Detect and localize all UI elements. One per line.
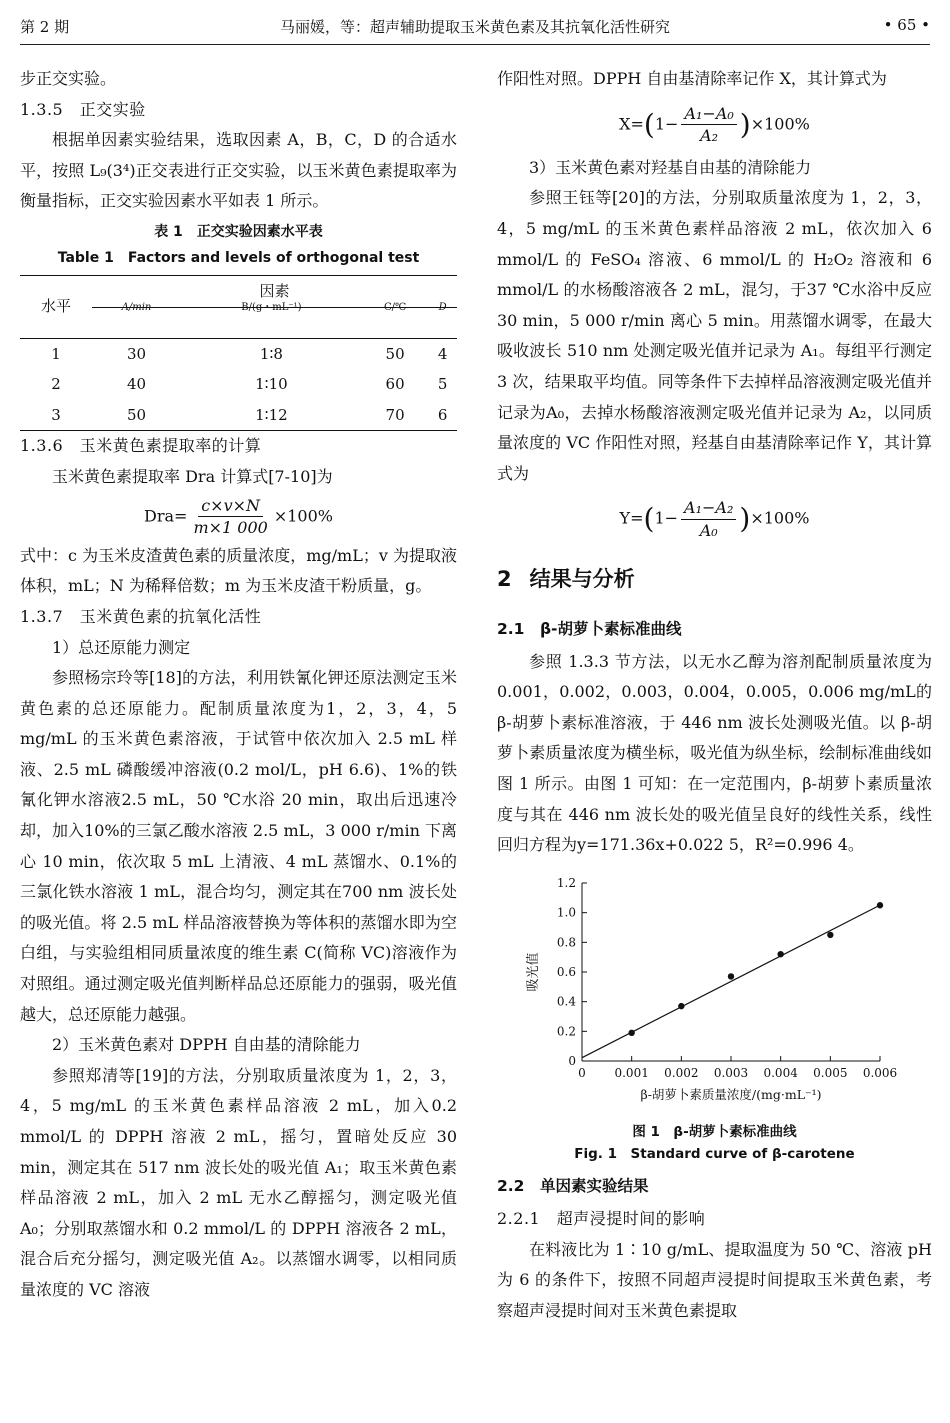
formula-prefix: 1−: [654, 114, 679, 134]
formula-y: Y=(1− $\frac{\text{A₁−A₂}}{\text{A₀}}$ )×100%: [619, 498, 810, 540]
column-header: A/min: [92, 307, 181, 338]
x-tick-label: 0.004: [763, 1065, 798, 1080]
orthogonal-factor-table: [20, 275, 457, 431]
heading-2-1: 2.1 β-胡萝卜素标准曲线: [497, 620, 682, 639]
table-cell: 6: [437, 405, 448, 424]
heading-1-3-5: 1.3.5 正交实验: [20, 99, 146, 119]
table-cell: 50: [385, 344, 405, 363]
paragraph: 玉米黄色素提取率 Dra 计算式[7-10]为: [52, 466, 333, 486]
table-title-en: Table 1 Factors and levels of orthogonal test: [57, 249, 420, 266]
table-row: [20, 369, 457, 400]
fraction: [681, 499, 736, 539]
x-tick-label: 0.005: [813, 1065, 848, 1080]
paragraph: 在料液比为 1∶10 g/mL、提取温度为 50 ℃、溶液 pH 为 6 的条件下，按照不同超声浸提时间提取玉米黄色素，考察超声浸提时间对玉米黄色素提取: [497, 1239, 932, 1320]
table-row: [20, 400, 457, 431]
formula-x: X=(1− $\frac{\text{A₁−A₀}}{\text{A₂}}$ )×100%: [619, 103, 810, 146]
section-title: 结果与分析: [529, 566, 635, 591]
paragraph: 根据单因素实验结果，选取因素 A，B，C，D 的合适水平，按照 L₉(3⁴)正交表进行正交实验，以玉米黄色素提取率为衡量指标，正交实验因素水平如表 1 所示。: [20, 130, 457, 211]
right-column: [497, 64, 932, 1326]
table-cell: 1∶10: [255, 375, 288, 394]
formula-prefix: 1−: [654, 508, 679, 528]
y-tick-label: 0: [568, 1053, 576, 1068]
y-tick-label: 0.6: [556, 964, 576, 979]
formula-lhs: Dra=: [144, 506, 188, 526]
fraction-numerator: A₁−A₀: [681, 105, 736, 126]
data-point: [628, 1029, 634, 1035]
running-title: 马丽媛，等：超声辅助提取玉米黄色素及其抗氧化活性研究: [279, 18, 670, 36]
fraction: [190, 497, 270, 537]
table-cell: 2: [51, 375, 61, 394]
formula-tail: ×100%: [273, 506, 333, 526]
table-cell: 40: [126, 375, 147, 394]
table-cell: 1∶12: [255, 405, 288, 424]
formula-tail: ×100%: [750, 114, 810, 134]
level-header: 水平: [20, 275, 92, 338]
table-cell: 1∶8: [259, 344, 283, 363]
list-item: 1）总还原能力测定: [52, 637, 191, 657]
formula-lhs: X=: [619, 114, 644, 134]
x-tick-label: 0.003: [713, 1065, 749, 1080]
paragraph: 式中：c 为玉米皮渣黄色素的质量浓度，mg/mL；v 为提取液体积，mL；N 为稀释倍数；m 为玉米皮渣干粉质量，g。: [20, 545, 457, 596]
table-cell: 4: [437, 344, 448, 363]
y-axis-label: 吸光值: [526, 952, 541, 992]
fraction-denominator: A₀: [699, 520, 718, 540]
table-cell: 50: [126, 405, 147, 424]
list-item: 2）玉米黄色素对 DPPH 自由基的清除能力: [52, 1035, 361, 1055]
paragraph: 参照 1.3.3 节方法，以无水乙醇为溶剂配制质量浓度为 0.001，0.002，0.003，0.004，0.005，0.006 mg/mL的 β-胡萝卜素标准溶液，于 446 nm 波长处测吸光值。以 β-胡萝卜素质量浓度为横坐标，吸光值为纵坐标，绘制标准曲线如图 1 所示。由图 1 可知：在一定范围内，β-胡萝卜素质量浓度与其在 446 nm 波长处的吸光值呈良好的线性关系，线性回归方程为y=171.36x+0.022 5，R²=0.996 4。: [497, 651, 932, 855]
x-tick-label: 0.002: [664, 1065, 699, 1080]
heading-2-2: 2.2 单因素实验结果: [497, 1177, 649, 1196]
paragraph: 作阳性对照。DPPH 自由基清除率记作 X，其计算式为: [497, 69, 887, 88]
section-number: 2: [497, 566, 512, 591]
fraction-denominator: A₂: [700, 126, 719, 146]
x-axis-label: β-胡萝卜素质量浓度/(mg·mL⁻¹): [640, 1086, 822, 1102]
page-header: [20, 14, 930, 44]
table-title-cn: 表 1 正交实验因素水平表: [154, 223, 323, 240]
table-cell: 5: [437, 375, 448, 394]
figure-caption-en: Fig. 1 Standard curve of β-carotene: [574, 1146, 855, 1163]
column-header: B/(g・mL⁻¹): [181, 307, 362, 338]
table-cell: 30: [126, 344, 147, 363]
x-tick-label: 0.001: [614, 1065, 649, 1080]
list-item: 3）玉米黄色素对羟基自由基的清除能力: [529, 157, 812, 177]
issue-number: 第 2 期: [20, 18, 70, 36]
paragraph: 步正交实验。: [20, 69, 117, 88]
y-tick-label: 0.2: [556, 1024, 576, 1039]
y-tick-label: 0.4: [556, 994, 576, 1009]
paragraph: 参照杨宗玲等[18]的方法，利用铁氰化钾还原法测定玉米黄色素的总还原能力。配制质量浓度为1，2，3，4，5 mg/mL 的玉米黄色素溶液，于试管中依次加入 2.5 mL 样液、2.5 mL 磷酸缓冲溶液(0.2 mol/L，pH 6.6)、1%的铁氰化钾水溶液2.5 mL，50 ℃水浴 20 min，取出后迅速冷却，加入10%的三氯乙酸水溶液 2.5 mL，3 000 r/min 下离心 10 min，依次取 5 mL 上清液、4 mL 蒸馏水、0.1%的三氯化铁水溶液 1 mL，混合均匀，测定其在700 nm 波长处的吸光值。将 2.5 mL 样品溶液替换为等体积的蒸馏水即为空白组，与实验组相同质量浓度的维生素 C(简称 VC)溶液作为对照组。通过测定吸光值判断样品总还原能力的强弱，吸光值越大，总还原能力越强。: [20, 668, 457, 1024]
table-row: [20, 338, 457, 369]
table-cell: 1: [51, 344, 61, 363]
y-tick-label: 1.0: [556, 905, 576, 920]
x-tick-label: 0.006: [862, 1065, 898, 1080]
fraction-numerator: A₁−A₂: [681, 499, 736, 520]
table-cell: 60: [385, 375, 405, 394]
data-point: [777, 951, 783, 957]
data-point: [877, 902, 883, 908]
fraction-numerator: c×v×N: [198, 497, 263, 518]
heading-1-3-7: 1.3.7 玉米黄色素的抗氧化活性: [20, 606, 262, 626]
formula-lhs: Y=: [619, 508, 644, 528]
paragraph: 参照王钰等[20]的方法，分别取质量浓度为 1，2，3，4，5 mg/mL 的玉米黄色素样品溶液 2 mL，依次加入 6 mmol/L 的 FeSO₄ 溶液、6 mmol/L 的 H₂O₂ 溶液和 6 mmol/L 的水杨酸溶液各 2 mL，混匀，于37 ℃水浴中反应 30 min，5 000 r/min 离心 5 min。用蒸馏水调零，在最大吸收波长 510 nm 处测定吸光值并记录为 A₁。每组平行测定 3 次，结果取平均值。同等条件下去掉样品溶液测定吸光值并记录为A₀，去掉水杨酸溶液测定吸光值并记录为 A₂，以同质量浓度的 VC 作阳性对照，羟基自由基清除率记作 Y，其计算式为: [497, 188, 932, 483]
formula-dra: [20, 497, 457, 537]
fit-line: [582, 905, 880, 1058]
data-point: [728, 973, 734, 979]
fraction: [681, 105, 736, 145]
fraction-denominator: m×1 000: [193, 518, 268, 538]
table-cell: 3: [51, 405, 61, 424]
x-tick-label: 0: [578, 1065, 586, 1080]
table-cell: 70: [385, 405, 405, 424]
page-number: • 65 •: [883, 16, 930, 34]
left-column: [20, 64, 457, 1306]
figure-1: [497, 871, 932, 1166]
data-point: [827, 932, 833, 938]
formula-tail: ×100%: [750, 508, 810, 528]
column-header: C/℃: [362, 307, 429, 338]
figure-caption-cn: 图 1 β-胡萝卜素标准曲线: [632, 1124, 797, 1141]
column-header: D: [428, 307, 457, 338]
paragraph: 参照郑清等[19]的方法，分别取质量浓度为 1，2，3，4，5 mg/mL 的玉米黄色素样品溶液 2 mL，加入0.2 mmol/L 的 DPPH 溶液 2 mL，摇匀，置暗处反应 30 min，测定其在 517 nm 波长处的吸光值 A₁；取玉米黄色素样品溶液 2 mL，加入 2 mL 无水乙醇摇匀，测定吸光值 A₀；分别取蒸馏水和 0.2 mmol/L 的 DPPH 溶液各 2 mL，混合后充分摇匀，测定吸光值 A₂。以蒸馏水调零，以相同质量浓度的 VC 溶液: [20, 1065, 457, 1299]
heading-1-3-6: 1.3.6 玉米黄色素提取率的计算: [20, 436, 262, 456]
y-tick-label: 1.2: [556, 875, 576, 890]
data-point: [678, 1003, 684, 1009]
y-tick-label: 0.8: [556, 935, 576, 950]
standard-curve-chart: [497, 871, 932, 1111]
factor-header: 因素: [92, 275, 457, 307]
header-rule: [20, 44, 930, 45]
section-heading-2: [497, 564, 932, 595]
heading-2-2-1: 2.2.1 超声浸提时间的影响: [497, 1209, 706, 1229]
